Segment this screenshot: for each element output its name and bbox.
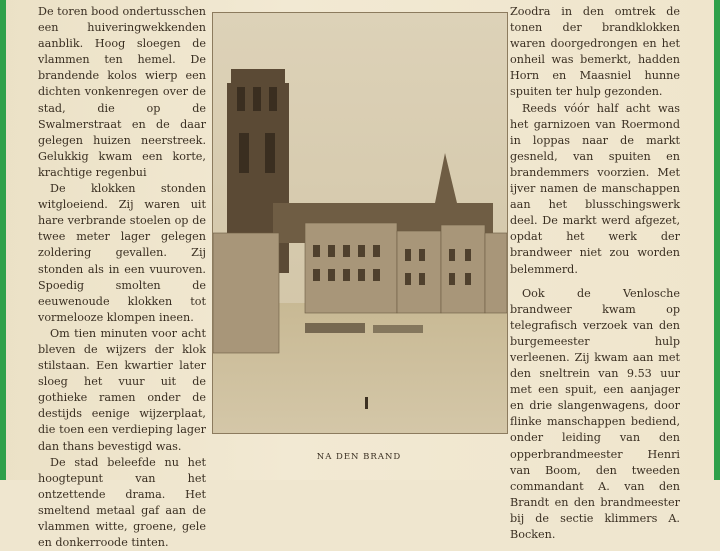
market-square-photo — [213, 13, 507, 433]
photograph-frame — [212, 12, 508, 434]
left-text-column — [38, 4, 206, 551]
right-paragraph-3: Ook de Venlosche brandweer kwam op telegrafisch verzoek van den burgemeester hulp verleenen. Zij kwam aan met den sneltrein van 9.53 uur met een spuit, een aanjager en drie slangenwagens, door flinke manschappen bediend, onder leiding van den opperbrandmeester Henri van Boom, den tweeden commandant A. van den Brandt en den brandmeester bij de sectie klimmers A. Bocken. — [510, 286, 680, 541]
left-paragraph-4: De stad beleefde nu het hoogtepunt van het ontzettende drama. Het smeltend metaal gaf aan de vlammen witte, groene, gele en donkerroode tinten. — [38, 455, 206, 550]
left-paragraph-1: De toren bood ondertusschen een huiveringwekkenden aanblik. Hoog sloegen de vlammen ten hemel. De brandende kolos wierp een dichten vonkenregen over de stad, die op de Swalmerstraat en de daar gelegen huizen neerstreek. Gelukkig kwam een korte, krachtige regenbui — [38, 5, 207, 179]
left-green-border — [0, 0, 6, 480]
right-green-border — [714, 0, 720, 480]
right-text-column — [510, 4, 680, 543]
right-paragraph-1: Zoodra in den omtrek de tonen der brandklokken waren doorgedrongen en het onheil was bemerkt, hadden Horn en Maasniel hunne spuiten ter hulp gezonden. — [510, 5, 680, 99]
right-paragraph-2: Reeds vóór half acht was het garnizoen van Roermond in loppas naar de markt gesneld, van spuiten en brandemmers voorzien. Met ijver namen de manschappen aan het blusschingswerk deel. De markt werd afgezet, opdat het werk der brandweer niet zou worden belemmerd. — [510, 101, 680, 276]
left-paragraph-2: De klokken stonden witgloeiend. Zij waren uit hare verbrande stoelen op de twee meter lager gelegen zoldering gevallen. Zij stonden als in een vuuroven. Spoedig smolten de eeuwenoude klokken tot vormelooze klompen ineen. — [38, 182, 206, 324]
photo-caption: NA DEN BRAND — [316, 452, 402, 462]
left-paragraph-3: Om tien minuten voor acht bleven de wijzers der klok stilstaan. Een kwartier later sloeg het vuur uit de gothieke ramen onder de destijds eenige wijzerplaat, die toen een verdieping lager dan thans bevestigd was. — [38, 326, 206, 453]
